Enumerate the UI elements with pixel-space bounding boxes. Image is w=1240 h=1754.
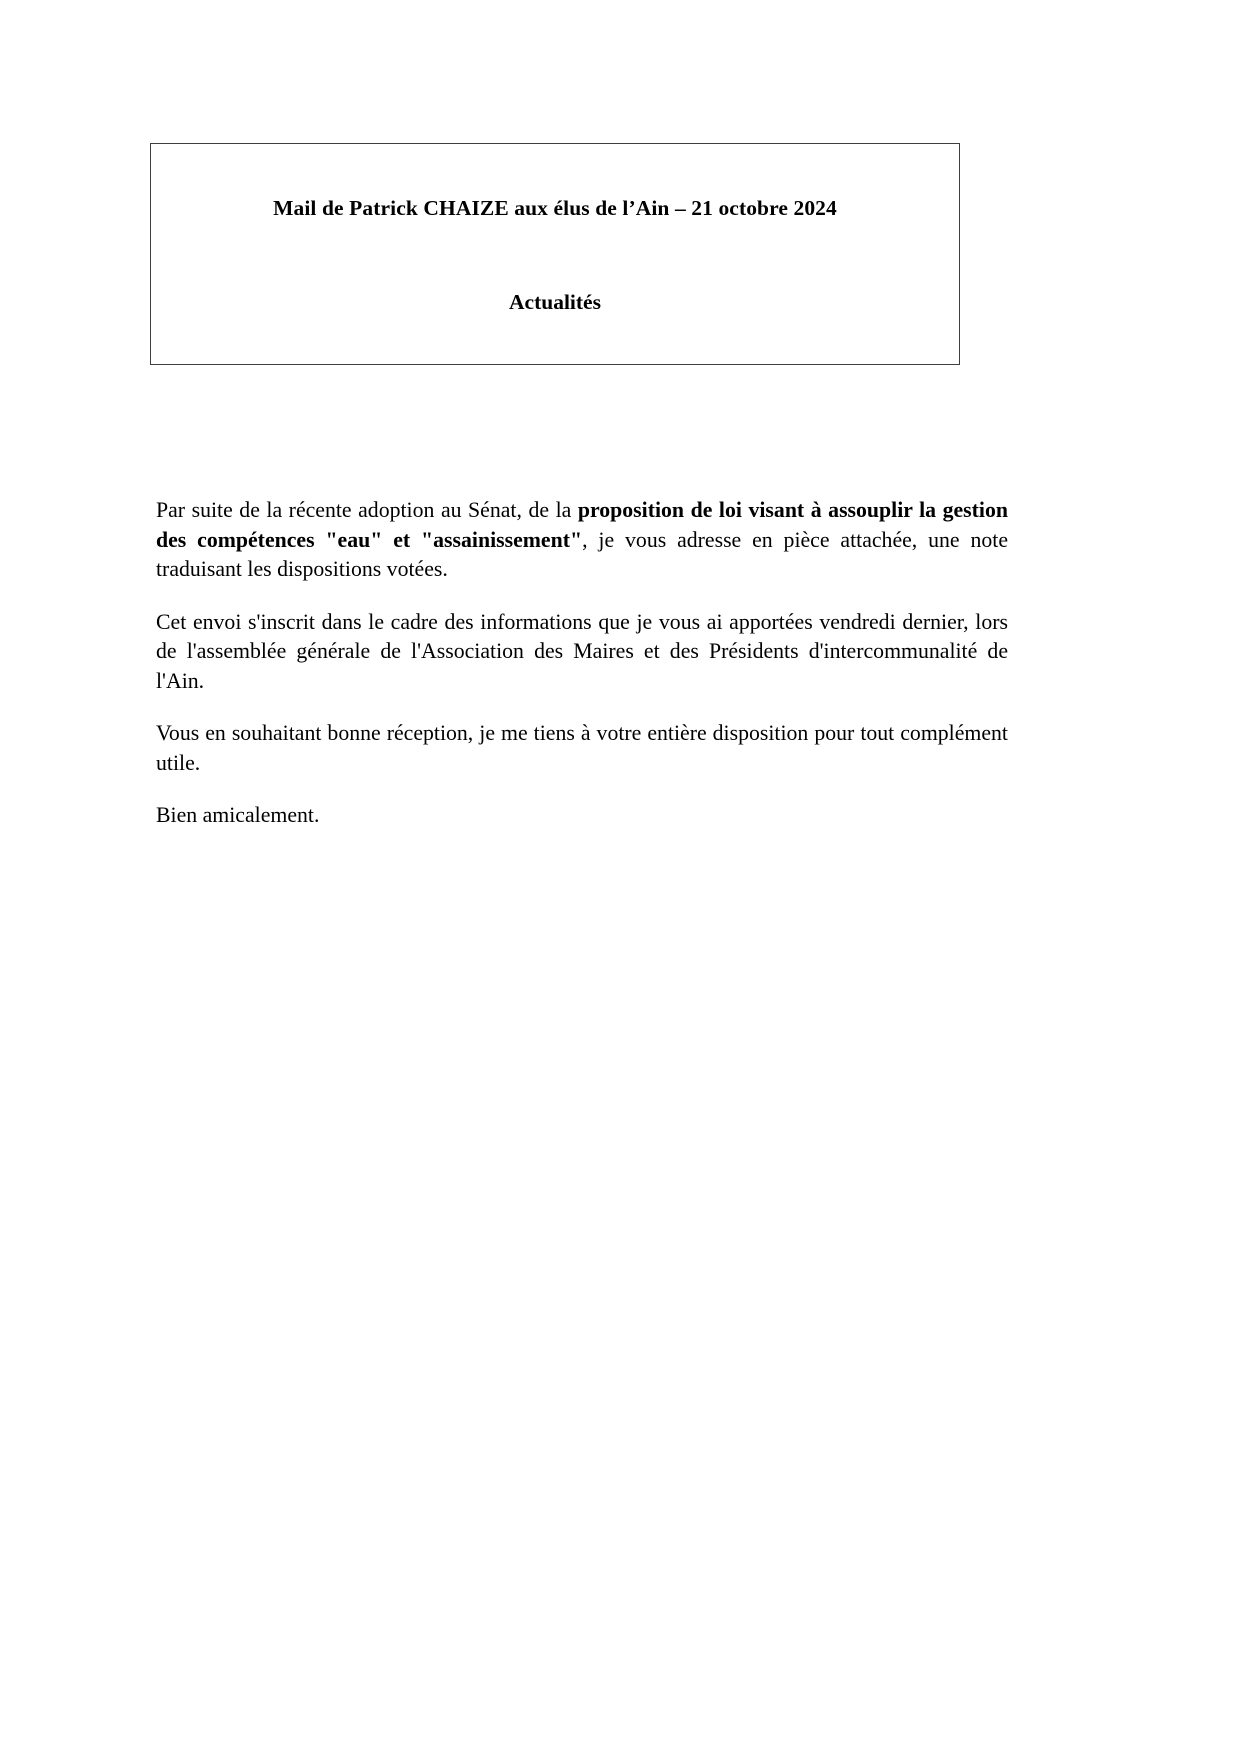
- paragraph-1-tail: , je vous adresse en pièce attachée, une note traduisant les dispositions votées.: [156, 527, 1008, 581]
- paragraph-3: Vous en souhaitant bonne réception, je me tiens à votre entière disposition pour tout complément utile.: [156, 721, 1008, 775]
- body-content: [156, 496, 1008, 831]
- paragraph-1-bold-emphasis: proposition de loi visant à assouplir la gestion des compétences "eau" et "assainissement": [156, 498, 1008, 552]
- page-title: Mail de Patrick CHAIZE aux élus de l’Ain – 21 octobre 2024: [273, 196, 837, 220]
- paragraph-4-closing: Bien amicalement.: [156, 803, 320, 827]
- header-subtitle: Actualités: [509, 290, 601, 314]
- header-box: [150, 143, 960, 365]
- paragraph-1: [156, 496, 1008, 585]
- paragraph-2: Cet envoi s'inscrit dans le cadre des informations que je vous ai apportées vendredi dernier, lors de l'assemblée générale de l'Association des Maires et des Présidents d'intercommunalité de l'Ain.: [156, 609, 1008, 693]
- paragraph-1-lead: Par suite de la récente adoption au Sénat, de la: [156, 498, 578, 522]
